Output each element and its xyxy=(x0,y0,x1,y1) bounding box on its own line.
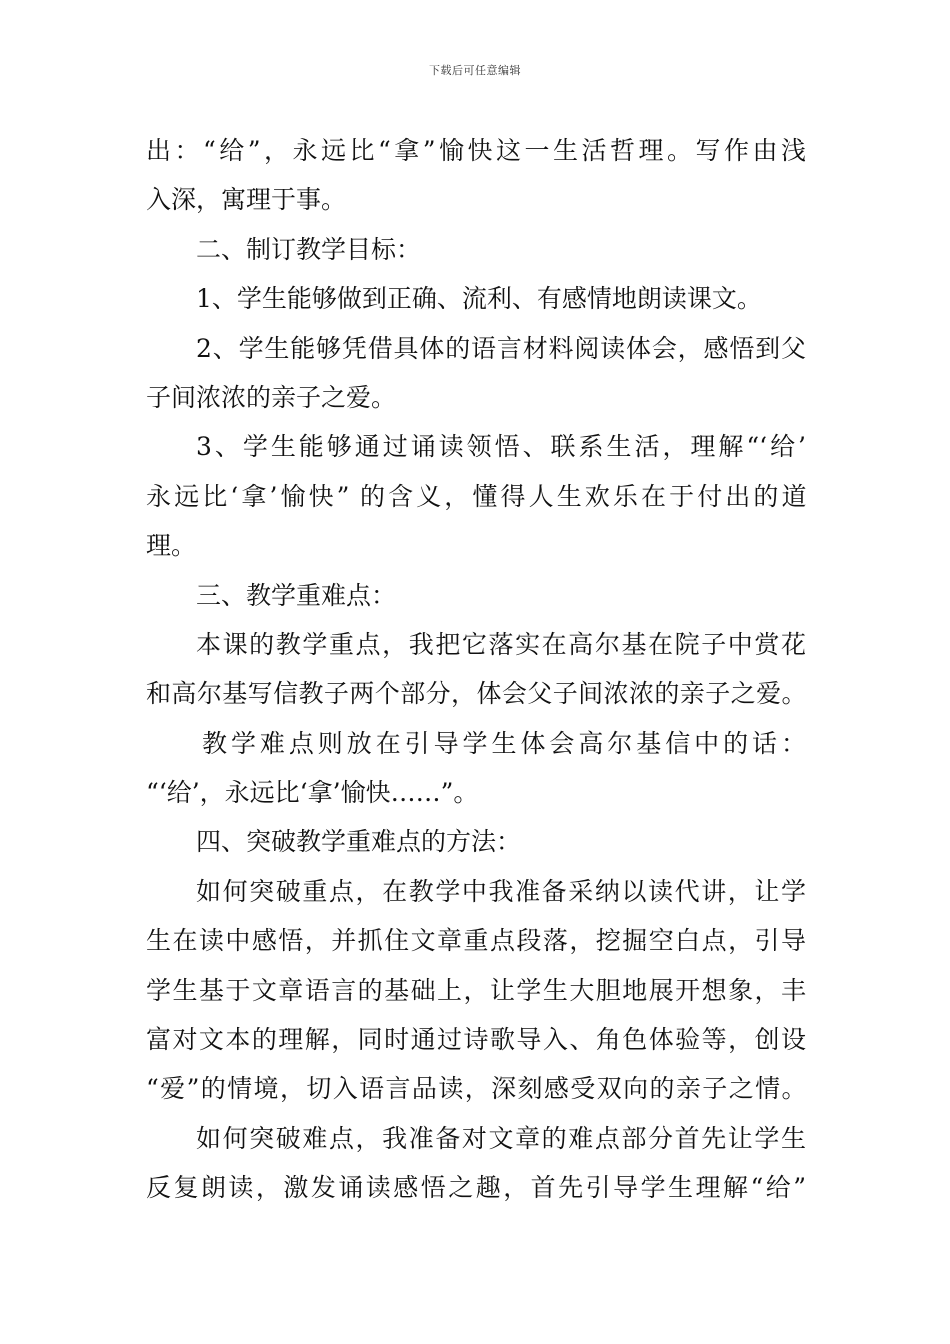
paragraph-line: “‘给’，永远比‘拿’愉快……”。 xyxy=(146,778,479,808)
paragraph-line: 出：“给”，永远比“拿”愉快这一生活哲理。写作由浅 xyxy=(146,136,806,165)
header-note: 下载后可任意编辑 xyxy=(429,64,521,77)
paragraph-line: 富对文本的理解，同时通过诗歌导入、角色体验等，创设 xyxy=(146,1025,806,1055)
list-item: 2、学生能够凭借具体的语言材料阅读体会，感悟到父 xyxy=(196,333,806,363)
section-heading: 三、教学重难点： xyxy=(196,580,397,610)
section-heading: 二、制订教学目标： xyxy=(196,234,422,264)
paragraph-line: 如何突破难点，我准备对文章的难点部分首先让学生 xyxy=(196,1123,806,1153)
paragraph-line: 学生基于文章语言的基础上，让学生大胆地展开想象，丰 xyxy=(146,975,806,1005)
document-body xyxy=(146,126,806,1213)
list-item: 1、学生能够做到正确、流利、有感情地朗读课文。 xyxy=(196,284,762,314)
list-item-continuation: 子间浓浓的亲子之爱。 xyxy=(146,382,397,412)
section-heading: 四、突破教学重难点的方法： xyxy=(196,827,522,857)
paragraph-line: 生在读中感悟，并抓住文章重点段落，挖掘空白点，引导 xyxy=(146,926,806,956)
paragraph-line: 本课的教学重点，我把它落实在高尔基在院子中赏花 xyxy=(196,629,806,659)
paragraph-line: 教学难点则放在引导学生体会高尔基信中的话： xyxy=(202,728,806,758)
paragraph-line: 和高尔基写信教子两个部分，体会父子间浓浓的亲子之爱。 xyxy=(146,679,806,709)
paragraph-line: 入深，寓理于事。 xyxy=(146,185,347,215)
list-item-continuation: 理。 xyxy=(146,531,197,561)
list-item: 3、学生能够通过诵读领悟、联系生活，理解“‘给’ xyxy=(196,432,806,462)
paragraph-line: “爱”的情境，切入语言品读，深刻感受双向的亲子之情。 xyxy=(146,1074,806,1104)
list-item-continuation: 永远比‘拿’愉快” 的含义，懂得人生欢乐在于付出的道 xyxy=(146,481,806,511)
paragraph-line: 如何突破重点，在教学中我准备采纳以读代讲，让学 xyxy=(196,876,806,906)
paragraph-line: 反复朗读，激发诵读感悟之趣，首先引导学生理解“给” xyxy=(146,1173,806,1203)
